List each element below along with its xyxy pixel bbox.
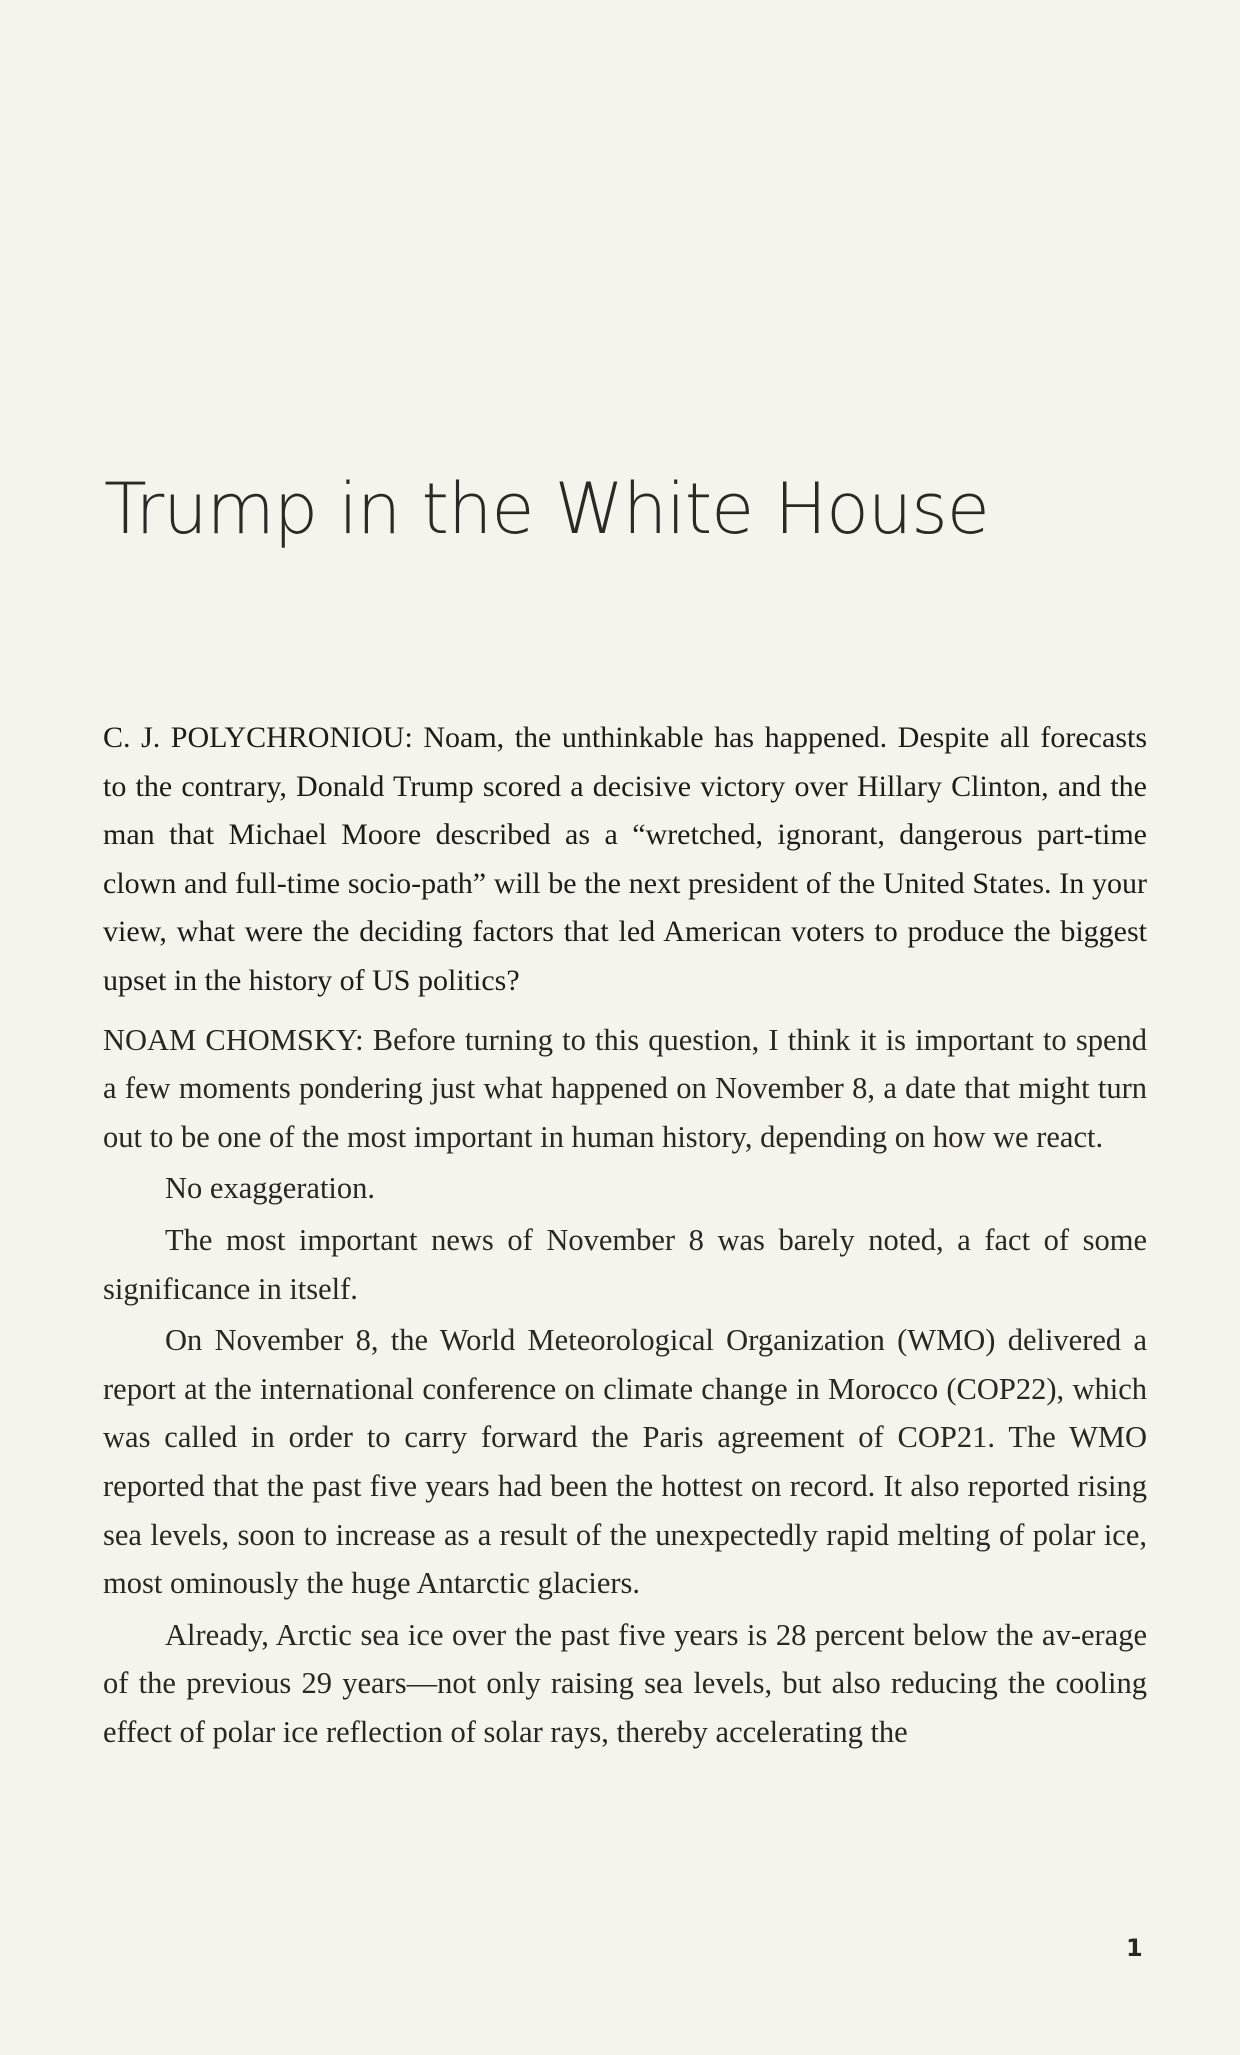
- page-number: 1: [1126, 1934, 1143, 1962]
- interviewer-question: C. J. POLYCHRONIOU: Noam, the unthinkable has happened. Despite all forecasts to the contrary, Donald Trump scored a decisive victory over Hillary Clinton, and the man that Michael Moore described as a “wretched, ignorant, dangerous part-time clown and full-time socio-path” will be the next president of the United States. In your view, what were the deciding factors that led American voters to produce the biggest upset in the history of US politics?: [103, 721, 1147, 997]
- answer-paragraph: No exaggeration.: [165, 1171, 376, 1206]
- answer-paragraph: NOAM CHOMSKY: Before turning to this question, I think it is important to spend a few moments pondering just what happened on November 8, a date that might turn out to be one of the most important in human history, depending on how we react.: [103, 1022, 1147, 1154]
- chapter-body: [103, 714, 1147, 1756]
- chapter-title: Trump in the White House: [104, 468, 989, 550]
- answer-paragraph: The most important news of November 8 was barely noted, a fact of some significance in itself.: [103, 1222, 1147, 1306]
- answer-paragraph: Already, Arctic sea ice over the past five years is 28 percent below the av-erage of the previous 29 years—not only raising sea levels, but also reducing the cooling effect of polar ice reflection of solar rays, thereby accelerating the: [103, 1617, 1147, 1749]
- answer-paragraph: On November 8, the World Meteorological Organization (WMO) delivered a report at the international conference on climate change in Morocco (COP22), which was called in order to carry forward the Paris agreement of COP21. The WMO reported that the past five years had been the hottest on record. It also reported rising sea levels, soon to increase as a result of the unexpectedly rapid melting of polar ice, most ominously the huge Antarctic glaciers.: [103, 1323, 1147, 1601]
